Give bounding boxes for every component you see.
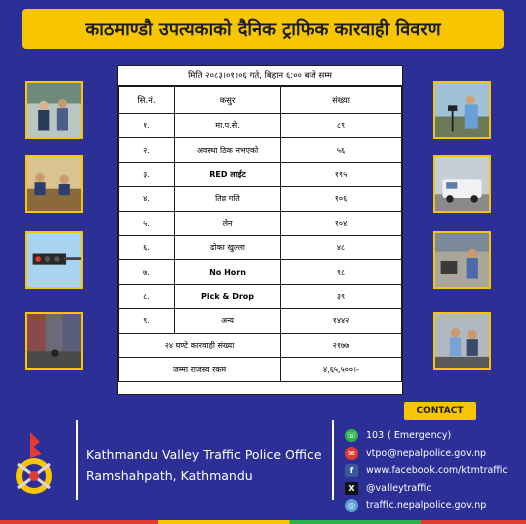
count-cell: १०४: [281, 211, 402, 235]
table-row: [119, 235, 402, 259]
page-title: काठमाण्डौ उपत्यकाको दैनिक ट्राफिक कारवाही विवरण: [22, 9, 504, 49]
photo-police-van: [433, 155, 491, 213]
offense-cell: अन्य: [175, 309, 281, 333]
contact-x[interactable]: [345, 480, 508, 498]
photo-street-traffic: [25, 312, 83, 370]
column-header-count: संख्या: [281, 87, 402, 114]
contact-phone[interactable]: [345, 427, 508, 445]
x-icon: X: [345, 482, 358, 495]
traffic-action-table: [117, 65, 403, 395]
contact-badge: CONTACT: [404, 402, 476, 420]
contact-facebook-text: www.facebook.com/ktmtraffic: [366, 465, 508, 477]
serial-cell: ४.: [119, 187, 175, 211]
facebook-icon: f: [345, 464, 358, 477]
office-address: Ramshahpath, Kathmandu: [86, 468, 253, 483]
office-name: Kathmandu Valley Traffic Police Office: [86, 447, 322, 462]
offense-cell: ढोका खुल्ला: [175, 235, 281, 259]
offense-cell: Pick & Drop: [175, 284, 281, 308]
offense-cell: लेन: [175, 211, 281, 235]
photo-police-motorbike: [433, 312, 491, 370]
table-row: [119, 211, 402, 235]
count-cell: ३९: [281, 284, 402, 308]
serial-cell: ७.: [119, 260, 175, 284]
serial-cell: ९.: [119, 309, 175, 333]
contact-x-text: @valleytraffic: [366, 482, 432, 494]
serial-cell: ३.: [119, 162, 175, 186]
table-row: [119, 114, 402, 138]
contact-email-text: vtpo@nepalpolice.gov.np: [366, 447, 487, 459]
nepal-police-logo: [4, 430, 64, 500]
footer-divider-left: [76, 420, 78, 500]
serial-cell: १.: [119, 114, 175, 138]
column-header-serial: सि.नं.: [119, 87, 175, 114]
office-info: [86, 447, 322, 483]
serial-cell: २.: [119, 138, 175, 162]
photo-police-checking: [25, 81, 83, 139]
revenue-label: जम्मा राजस्व रकम: [119, 357, 281, 381]
offense-cell: No Horn: [175, 260, 281, 284]
count-cell: १०६: [281, 187, 402, 211]
count-cell: ४८: [281, 235, 402, 259]
phone-icon: ☏: [346, 431, 357, 441]
table-row: [119, 162, 402, 186]
serial-cell: ५.: [119, 211, 175, 235]
contact-email[interactable]: [345, 445, 508, 463]
contact-website[interactable]: [345, 497, 508, 515]
offense-cell: अवस्था ठिक नभएको: [175, 138, 281, 162]
total-label: २४ घण्टे कारवाही संख्या: [119, 333, 281, 357]
revenue-value: ४,६५,५००।-: [281, 357, 402, 381]
photo-police-road: [433, 231, 491, 289]
total-row: [119, 333, 402, 357]
report-date: मिति २०८३।०१।०६ गते, बिहान ६:०० बजे सम्म: [118, 66, 402, 86]
contact-facebook[interactable]: [345, 462, 508, 480]
revenue-row: [119, 357, 402, 381]
serial-cell: ६.: [119, 235, 175, 259]
table-row: [119, 309, 402, 333]
total-value: २१७७: [281, 333, 402, 357]
table-row: [119, 187, 402, 211]
count-cell: ९८: [281, 260, 402, 284]
contact-website-text: traffic.nepalpolice.gov.np: [366, 500, 487, 512]
contact-phone-text: 103 ( Emergency): [366, 430, 452, 442]
count-cell: १९५: [281, 162, 402, 186]
contact-list: [345, 427, 508, 515]
offense-cell: RED लाईट: [175, 162, 281, 186]
photo-police-desk: [25, 155, 83, 213]
table-row: [119, 138, 402, 162]
column-header-offense: कसुर: [175, 87, 281, 114]
count-cell: ५६: [281, 138, 402, 162]
offense-cell: तिव्र गति: [175, 187, 281, 211]
photo-traffic-light: [25, 231, 83, 289]
email-icon: ✉: [345, 447, 358, 460]
table-row: [119, 260, 402, 284]
footer-divider-right: [332, 420, 334, 500]
count-cell: १४४२: [281, 309, 402, 333]
footer-color-stripe: [0, 520, 526, 524]
web-icon: ◎: [345, 499, 358, 512]
table-row: [119, 284, 402, 308]
photo-speed-camera: [433, 81, 491, 139]
table-header-row: [119, 87, 402, 114]
count-cell: ८९: [281, 114, 402, 138]
offense-cell: मा.प.से.: [175, 114, 281, 138]
serial-cell: ८.: [119, 284, 175, 308]
